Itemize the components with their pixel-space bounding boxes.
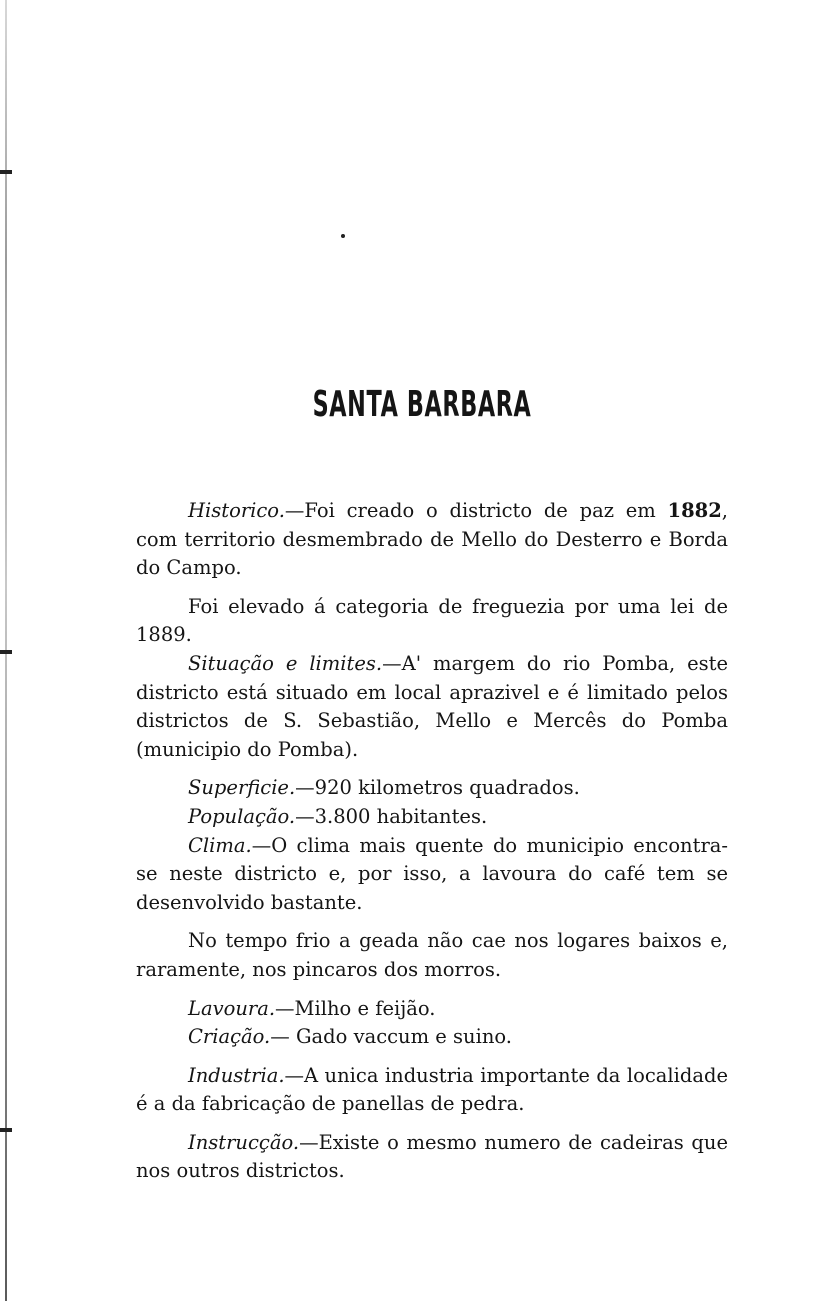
paragraph-populacao [136, 803, 728, 832]
section-body: , com territorio desmembrado de Mello do Desterro e Borda do Campo. [136, 499, 728, 580]
section-heading: Instrucção. [188, 1130, 300, 1154]
paragraph-superficie [136, 774, 728, 803]
section-heading: População. [188, 804, 296, 828]
paragraph-situacao [136, 650, 728, 764]
section-body: —3.800 habitantes. [295, 804, 488, 828]
scan-left-edge [0, 0, 26, 1301]
section-body: —920 kilometros quadrados. [295, 776, 580, 800]
paragraph-historico [136, 497, 728, 583]
scan-edge-mark [0, 650, 12, 654]
section-heading: Superficie. [188, 776, 296, 800]
section-heading: Clima. [188, 833, 252, 857]
section-heading: Industria. [188, 1063, 285, 1087]
section-heading: Situação e limites. [188, 651, 383, 675]
paragraph-lavoura [136, 995, 728, 1024]
page-title: SANTA BARBARA [312, 384, 532, 425]
section-body: —Milho e feijão. [275, 996, 436, 1020]
section-heading: Lavoura. [188, 996, 276, 1020]
section-body: Foi elevado á categoria de freguezia por uma lei de 1889. [136, 594, 728, 647]
section-body: —Foi creado o districto de paz em [284, 499, 668, 522]
section-body: — Gado vaccum e suino. [270, 1025, 513, 1049]
paragraph-industria [136, 1062, 728, 1119]
section-body: —Existe o mesmo numero de cadeiras que nos outros districtos. [136, 1130, 728, 1183]
paragraph-geada [136, 927, 728, 984]
ink-speck [341, 234, 345, 238]
paragraph-instruccao [136, 1129, 728, 1186]
section-body: —O clima mais quente do municipio encontra-se neste districto e, por isso, a lavoura do café tem se desenvolvido bastante. [136, 833, 728, 914]
paragraph-criacao [136, 1023, 728, 1052]
scan-edge-mark [0, 1128, 12, 1132]
scan-edge-mark [0, 170, 12, 174]
section-body: —A' margem do rio Pomba, este districto está situado em local aprazivel e é limitado pelos districtos de S. Sebastião, Mello e Mercês do Pomba (municipio do Pomba). [136, 651, 729, 761]
paragraph-clima [136, 832, 728, 918]
section-body-year: 1882 [667, 499, 722, 522]
document-body [136, 497, 728, 1186]
paragraph-freguezia [136, 593, 728, 650]
section-body: —A unica industria importante da localidade é a da fabricação de panellas de pedra. [136, 1063, 728, 1116]
section-body: No tempo frio a geada não cae nos logares baixos e, raramente, nos pincaros dos morros. [136, 929, 728, 981]
section-heading: Criação. [188, 1025, 271, 1049]
section-heading: Historico. [188, 499, 285, 522]
